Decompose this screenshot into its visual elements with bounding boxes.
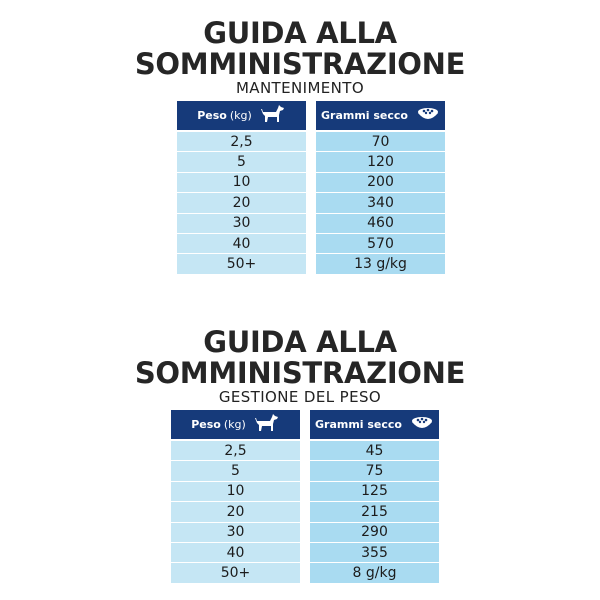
table-row <box>177 173 445 193</box>
table-row <box>171 523 439 543</box>
table-row <box>177 152 445 172</box>
grams-column-header <box>310 410 439 441</box>
table-row <box>177 193 445 213</box>
feeding-table-weight-management <box>171 410 439 584</box>
weight-cell: 5 <box>177 152 306 172</box>
weight-header-label: Peso <box>191 418 221 431</box>
grams-cell: 290 <box>310 523 439 543</box>
weight-column-header <box>171 410 300 441</box>
weight-cell: 50+ <box>171 563 300 583</box>
weight-cell: 2,5 <box>177 132 306 152</box>
weight-cell: 10 <box>177 173 306 193</box>
table-row <box>171 563 439 583</box>
feeding-table-maintenance <box>177 101 445 275</box>
table-header <box>177 101 445 132</box>
weight-column-header <box>177 101 306 132</box>
grams-cell: 570 <box>316 234 445 254</box>
table-body <box>171 441 439 584</box>
guide-title-line2: SOMMINISTRAZIONE <box>134 47 466 81</box>
table-row <box>171 441 439 461</box>
weight-cell: 30 <box>171 523 300 543</box>
table-row <box>177 132 445 152</box>
grams-cell: 120 <box>316 152 445 172</box>
table-row <box>171 482 439 502</box>
grams-cell: 13 g/kg <box>316 254 445 274</box>
grams-cell: 70 <box>316 132 445 152</box>
table-row <box>171 543 439 563</box>
dog-icon <box>254 413 280 436</box>
weight-cell: 40 <box>171 543 300 563</box>
guide-subtitle: GESTIONE DEL PESO <box>218 388 382 406</box>
feeding-guide-maintenance <box>0 18 600 96</box>
grams-cell: 45 <box>310 441 439 461</box>
weight-header-label: Peso <box>197 109 227 122</box>
table-row <box>177 254 445 274</box>
weight-cell: 10 <box>171 482 300 502</box>
table-row <box>171 502 439 522</box>
grams-header-label: Grammi secco <box>320 109 408 122</box>
weight-header-unit: (kg) <box>223 418 246 431</box>
grams-cell: 75 <box>310 461 439 481</box>
guide-title-line1: GUIDA ALLA <box>203 16 397 50</box>
weight-header-unit: (kg) <box>229 109 252 122</box>
weight-cell: 40 <box>177 234 306 254</box>
table-row <box>171 461 439 481</box>
guide-title-line1: GUIDA ALLA <box>203 325 397 359</box>
grams-cell: 215 <box>310 502 439 522</box>
weight-cell: 20 <box>177 193 306 213</box>
grams-column-header <box>316 101 445 132</box>
grams-header-label: Grammi secco <box>314 418 402 431</box>
food-bowl-icon <box>416 106 440 125</box>
grams-cell: 200 <box>316 173 445 193</box>
weight-cell: 5 <box>171 461 300 481</box>
grams-cell: 8 g/kg <box>310 563 439 583</box>
weight-cell: 30 <box>177 214 306 234</box>
grams-cell: 355 <box>310 543 439 563</box>
dog-icon <box>260 104 286 127</box>
grams-cell: 125 <box>310 482 439 502</box>
guide-subtitle: MANTENIMENTO <box>235 79 365 97</box>
guide-title-line2: SOMMINISTRAZIONE <box>134 356 466 390</box>
food-bowl-icon <box>410 415 434 434</box>
grams-cell: 460 <box>316 214 445 234</box>
grams-cell: 340 <box>316 193 445 213</box>
table-header <box>171 410 439 441</box>
weight-cell: 2,5 <box>171 441 300 461</box>
table-row <box>177 234 445 254</box>
weight-cell: 50+ <box>177 254 306 274</box>
feeding-guide-weight-management <box>0 327 600 405</box>
weight-cell: 20 <box>171 502 300 522</box>
table-row <box>177 214 445 234</box>
table-body <box>177 132 445 275</box>
